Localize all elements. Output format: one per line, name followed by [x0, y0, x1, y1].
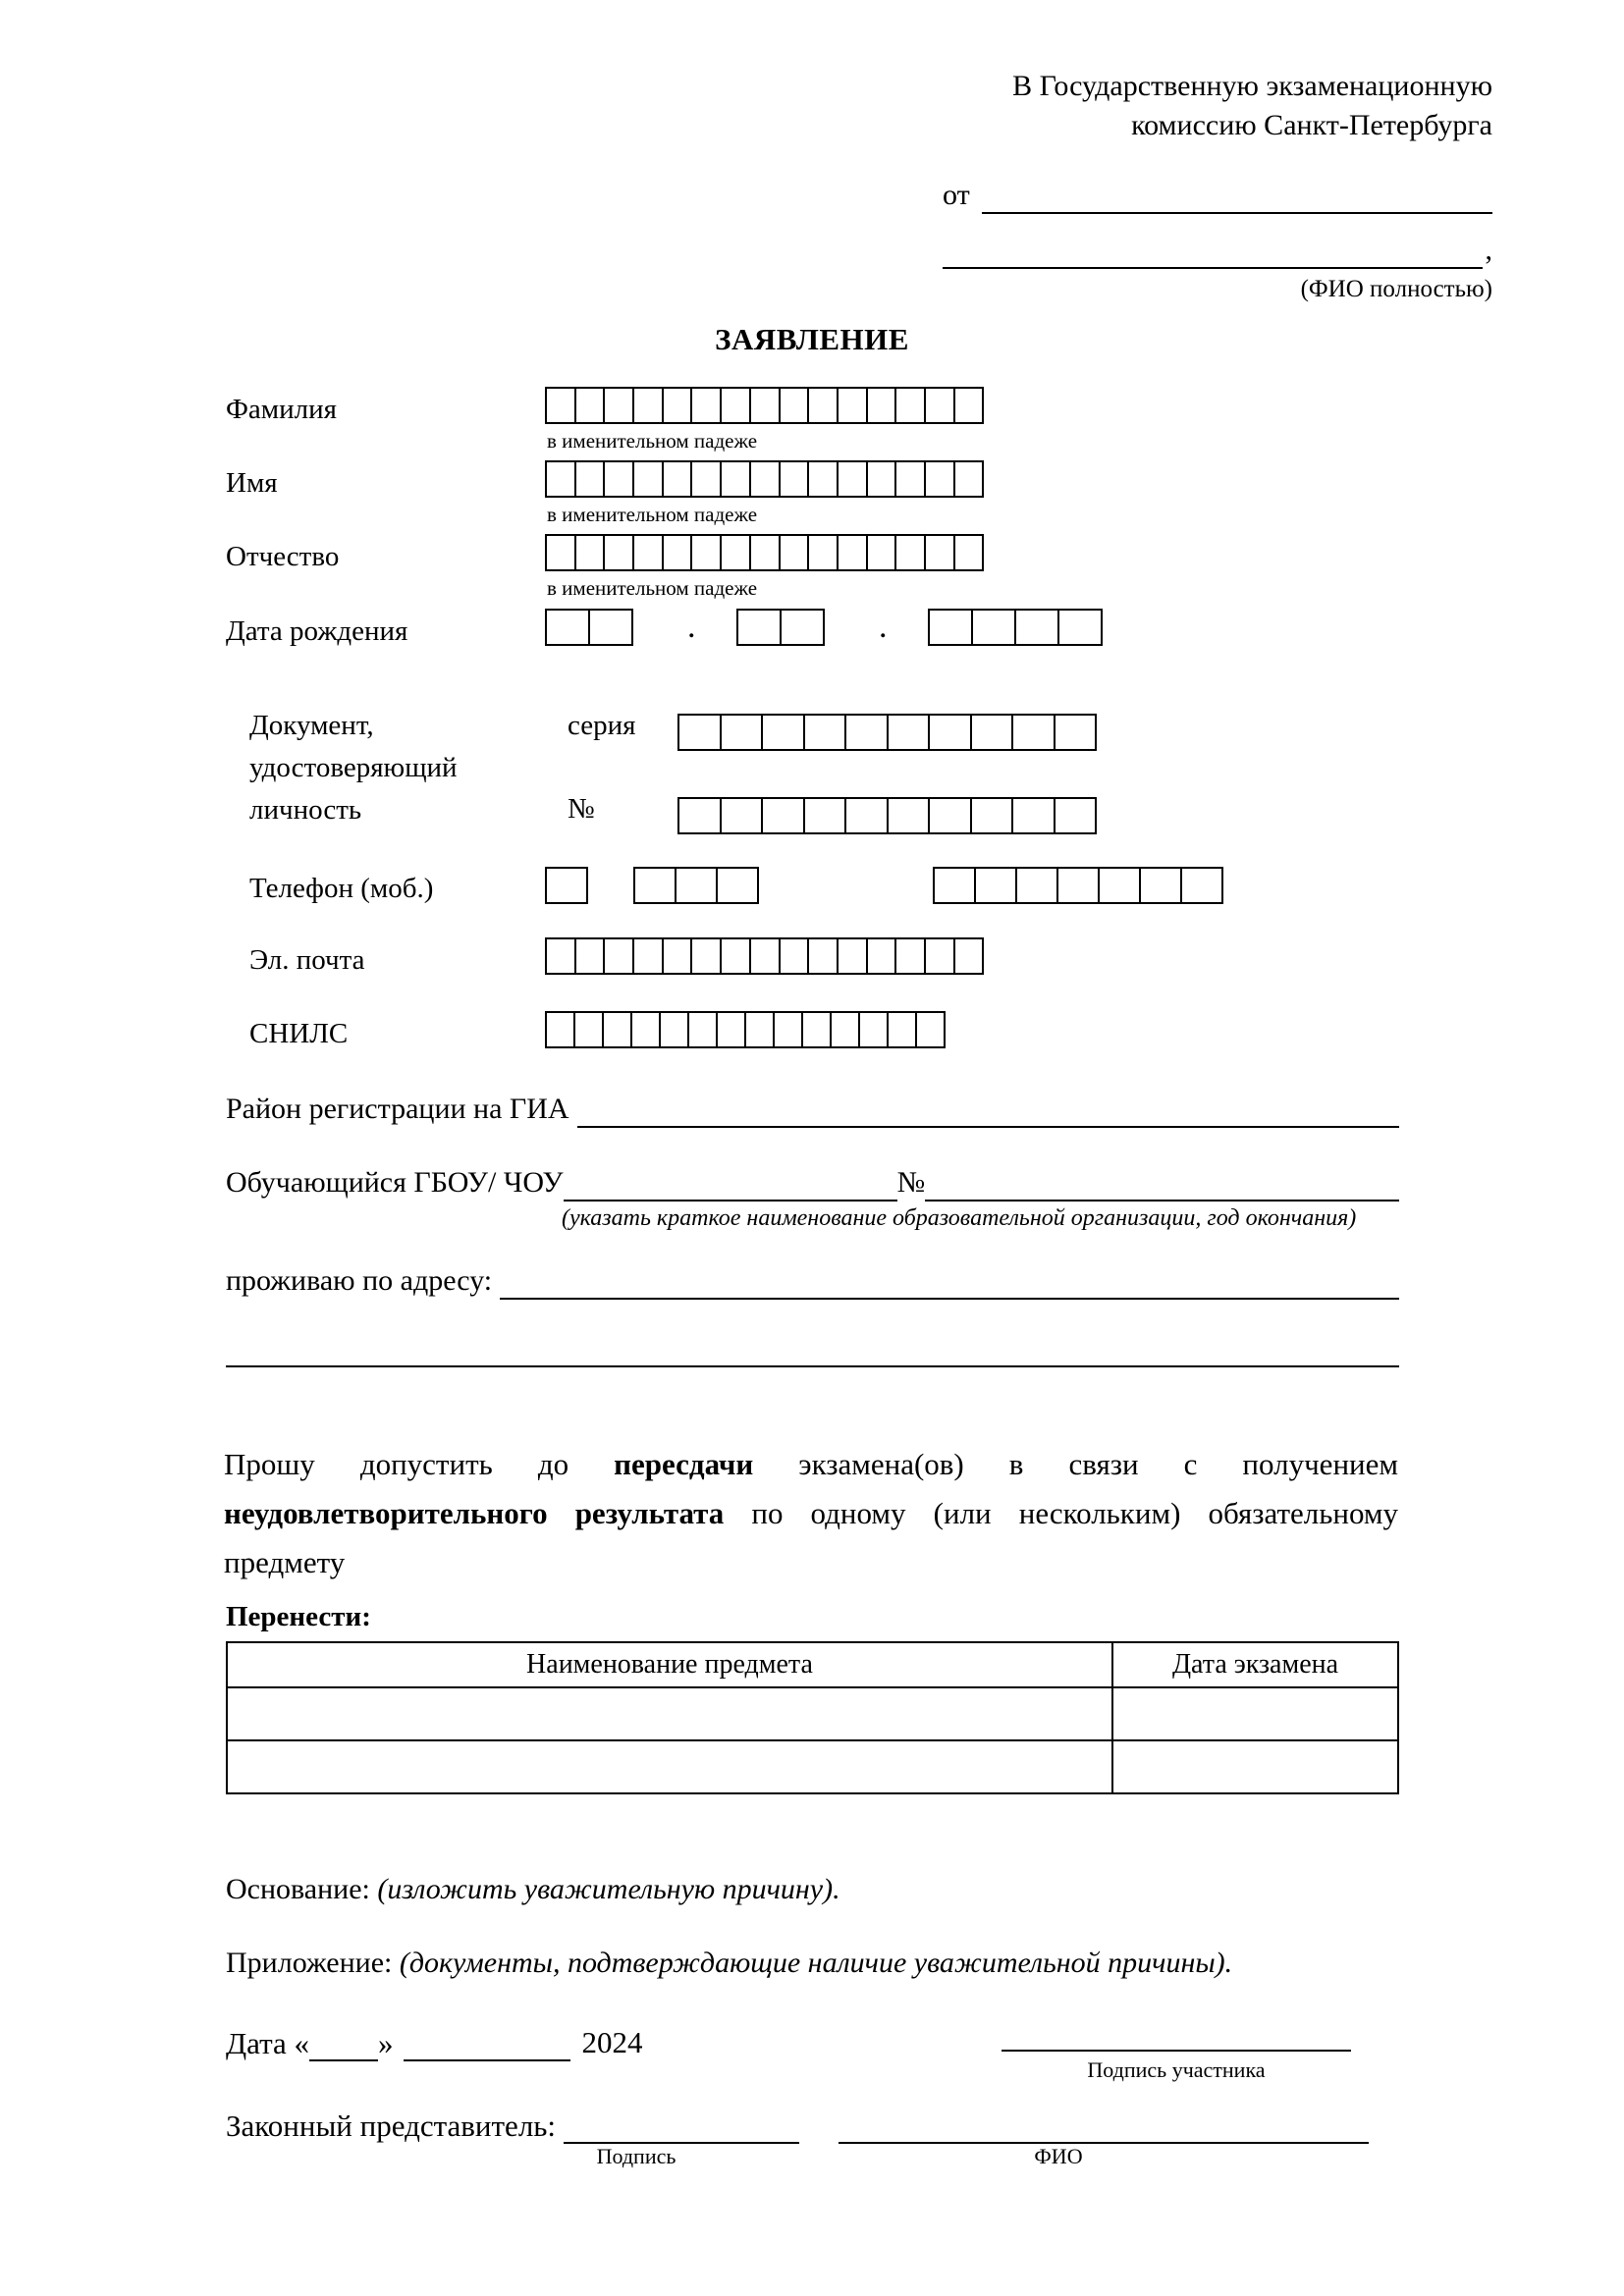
input-cell[interactable]: [574, 937, 606, 975]
input-cell[interactable]: [749, 937, 781, 975]
input-cell[interactable]: [1054, 714, 1098, 751]
district-label: Район регистрации на ГИА: [226, 1093, 569, 1125]
input-cell[interactable]: [866, 937, 897, 975]
date-separator-1: .: [687, 609, 696, 645]
input-cell[interactable]: [677, 714, 722, 751]
input-cell[interactable]: [844, 714, 889, 751]
field-label-document-3: личность: [249, 794, 362, 826]
from-name-input-line-2[interactable]: [943, 241, 1483, 269]
input-cell[interactable]: [545, 387, 576, 424]
request-part-1: Прошу допустить до: [224, 1447, 615, 1481]
school-hint: (указать краткое наименование образовательной организации, год окончания): [562, 1205, 1357, 1231]
addressee-block: [943, 67, 1492, 145]
input-cell[interactable]: [1139, 867, 1182, 904]
field-label-patronymic: Отчество: [226, 541, 340, 572]
input-cell[interactable]: [858, 1011, 889, 1048]
name-hint: в именительном падеже: [547, 503, 758, 526]
input-cell[interactable]: [807, 460, 839, 498]
input-cell[interactable]: [866, 387, 897, 424]
input-cell[interactable]: [632, 460, 664, 498]
field-label-birthdate: Дата рождения: [226, 615, 408, 647]
appendix-row: [226, 1947, 1232, 1980]
legal-representative-label: Законный представитель:: [226, 2109, 557, 2143]
move-exams-table: [226, 1641, 1399, 1794]
table-caption: Перенести:: [226, 1601, 371, 1632]
request-part-2: экзамена(ов) в связи с получением: [753, 1447, 1398, 1481]
input-cell[interactable]: [662, 937, 693, 975]
district-input-line[interactable]: [577, 1098, 1399, 1128]
from-row: [943, 179, 1492, 214]
fio-caption: ФИО: [1034, 2144, 1083, 2168]
input-cell[interactable]: [837, 937, 868, 975]
school-row: [226, 1166, 1399, 1201]
input-cell[interactable]: [1054, 797, 1098, 834]
input-cell[interactable]: [953, 460, 985, 498]
input-cell[interactable]: [915, 1011, 946, 1048]
table-header-row: [227, 1642, 1398, 1687]
input-cell[interactable]: [928, 714, 972, 751]
input-cell[interactable]: [1015, 867, 1058, 904]
patronymic-hint: в именительном падеже: [547, 576, 758, 600]
input-cell[interactable]: [866, 534, 897, 571]
input-cell[interactable]: [971, 609, 1016, 646]
field-label-document-1: Документ,: [249, 710, 374, 741]
date-row: [226, 2025, 643, 2061]
appendix-hint: (документы, подтверждающие наличие уважительной причины).: [399, 1947, 1233, 1979]
date-month-input-line[interactable]: [404, 2032, 570, 2061]
birth-year-input-boxes[interactable]: [928, 609, 1103, 646]
basis-hint: (изложить уважительную причину).: [377, 1873, 840, 1905]
input-cell[interactable]: [761, 797, 805, 834]
legal-representative-row: [226, 2109, 1369, 2144]
input-cell[interactable]: [887, 714, 931, 751]
email-input-boxes[interactable]: [545, 937, 984, 975]
surname-input-boxes[interactable]: [545, 387, 984, 424]
input-cell[interactable]: [807, 937, 839, 975]
document-number-label: №: [568, 793, 595, 825]
input-cell[interactable]: [690, 937, 722, 975]
input-cell[interactable]: [632, 937, 664, 975]
input-cell[interactable]: [1056, 867, 1100, 904]
date-quote-close: »: [378, 2026, 394, 2060]
field-label-email: Эл. почта: [249, 944, 365, 976]
date-label: Дата «: [226, 2026, 310, 2060]
addressee-line-1: В Государственную экзаменационную: [1012, 70, 1492, 102]
input-cell[interactable]: [630, 1011, 661, 1048]
patronymic-input-boxes[interactable]: [545, 534, 984, 571]
address-input-line-2[interactable]: [226, 1338, 1399, 1367]
participant-signature-line[interactable]: [1001, 2050, 1351, 2052]
school-name-input-line[interactable]: [564, 1172, 897, 1201]
snils-input-boxes[interactable]: [545, 1011, 946, 1048]
input-cell[interactable]: [603, 387, 634, 424]
signature-caption: Подпись: [596, 2144, 677, 2168]
input-cell[interactable]: [924, 460, 955, 498]
input-cell[interactable]: [894, 937, 926, 975]
input-cell[interactable]: [928, 797, 972, 834]
input-cell[interactable]: [894, 387, 926, 424]
participant-signature-caption: Подпись участника: [1087, 2057, 1266, 2082]
table-cell-subject[interactable]: [227, 1740, 1112, 1793]
input-cell[interactable]: [632, 534, 664, 571]
table-row: [227, 1740, 1398, 1793]
input-cell[interactable]: [720, 387, 751, 424]
input-cell[interactable]: [744, 1011, 775, 1048]
field-label-name: Имя: [226, 467, 278, 499]
input-cell[interactable]: [953, 387, 985, 424]
input-cell[interactable]: [779, 387, 810, 424]
input-cell[interactable]: [545, 460, 576, 498]
input-cell[interactable]: [780, 609, 825, 646]
input-cell[interactable]: [545, 609, 590, 646]
addressee-line-2: комиссию Санкт-Петербурга: [1131, 109, 1492, 142]
surname-hint: в именительном падеже: [547, 429, 758, 453]
from-name-input-line[interactable]: [982, 187, 1492, 214]
legal-representative-fio-line[interactable]: [839, 2114, 1369, 2144]
input-cell[interactable]: [603, 460, 634, 498]
input-cell[interactable]: [773, 1011, 803, 1048]
input-cell[interactable]: [662, 534, 693, 571]
input-cell[interactable]: [974, 867, 1017, 904]
input-cell[interactable]: [720, 460, 751, 498]
from-row-second: [943, 234, 1492, 269]
input-cell[interactable]: [749, 460, 781, 498]
input-cell[interactable]: [803, 797, 847, 834]
input-cell[interactable]: [779, 460, 810, 498]
document-series-input-boxes[interactable]: [677, 714, 1097, 751]
input-cell[interactable]: [887, 1011, 917, 1048]
birth-day-input-boxes[interactable]: [545, 609, 633, 646]
input-cell[interactable]: [894, 534, 926, 571]
input-cell[interactable]: [801, 1011, 832, 1048]
table-header-subject: Наименование предмета: [227, 1642, 1112, 1687]
input-cell[interactable]: [545, 937, 576, 975]
document-number-input-boxes[interactable]: [677, 797, 1097, 834]
input-cell[interactable]: [716, 1011, 746, 1048]
input-cell[interactable]: [574, 387, 606, 424]
input-cell[interactable]: [924, 534, 955, 571]
input-cell[interactable]: [866, 460, 897, 498]
basis-label: Основание:: [226, 1873, 370, 1905]
input-cell[interactable]: [602, 1011, 632, 1048]
table-cell-date[interactable]: [1112, 1687, 1398, 1740]
field-label-surname: Фамилия: [226, 394, 337, 425]
input-cell[interactable]: [574, 460, 606, 498]
input-cell[interactable]: [545, 867, 588, 904]
input-cell[interactable]: [690, 534, 722, 571]
input-cell[interactable]: [603, 937, 634, 975]
request-bold-2: неудовлетворительного результата: [224, 1496, 725, 1531]
name-input-boxes[interactable]: [545, 460, 984, 498]
input-cell[interactable]: [761, 714, 805, 751]
input-cell[interactable]: [924, 937, 955, 975]
legal-representative-signature-line[interactable]: [564, 2114, 799, 2144]
table-row: [227, 1687, 1398, 1740]
address-input-line[interactable]: [500, 1270, 1399, 1300]
request-paragraph: [224, 1440, 1398, 1588]
phone-number-input-boxes[interactable]: [933, 867, 1223, 904]
input-cell[interactable]: [837, 460, 868, 498]
input-cell[interactable]: [779, 937, 810, 975]
district-row: [226, 1093, 1399, 1128]
input-cell[interactable]: [603, 534, 634, 571]
comma-mark: ,: [1485, 234, 1492, 266]
table-header-date: Дата экзамена: [1112, 1642, 1398, 1687]
input-cell[interactable]: [970, 797, 1014, 834]
table-cell-subject[interactable]: [227, 1687, 1112, 1740]
series-label: серия: [568, 710, 636, 741]
input-cell[interactable]: [807, 387, 839, 424]
field-label-phone: Телефон (моб.): [249, 873, 434, 904]
input-cell[interactable]: [887, 797, 931, 834]
input-cell[interactable]: [970, 714, 1014, 751]
input-cell[interactable]: [574, 534, 606, 571]
input-cell[interactable]: [894, 460, 926, 498]
school-label: Обучающийся ГБОУ/ ЧОУ: [226, 1166, 564, 1199]
input-cell[interactable]: [690, 387, 722, 424]
input-cell[interactable]: [545, 1011, 575, 1048]
input-cell[interactable]: [749, 534, 781, 571]
input-cell[interactable]: [573, 1011, 604, 1048]
input-cell[interactable]: [837, 534, 868, 571]
input-cell[interactable]: [807, 534, 839, 571]
input-cell[interactable]: [632, 387, 664, 424]
basis-row: [226, 1873, 840, 1906]
input-cell[interactable]: [633, 867, 677, 904]
input-cell[interactable]: [933, 867, 976, 904]
date-year: 2024: [581, 2025, 643, 2059]
table-body: [227, 1687, 1398, 1793]
input-cell[interactable]: [924, 387, 955, 424]
input-cell[interactable]: [1014, 609, 1059, 646]
date-separator-2: .: [879, 609, 888, 645]
input-cell[interactable]: [588, 609, 633, 646]
input-cell[interactable]: [953, 937, 985, 975]
input-cell[interactable]: [928, 609, 973, 646]
input-cell[interactable]: [749, 387, 781, 424]
input-cell[interactable]: [953, 534, 985, 571]
input-cell[interactable]: [779, 534, 810, 571]
input-cell[interactable]: [720, 534, 751, 571]
input-cell[interactable]: [1098, 867, 1141, 904]
input-cell[interactable]: [844, 797, 889, 834]
fio-hint: (ФИО полностью): [1300, 276, 1492, 302]
address-label: проживаю по адресу:: [226, 1264, 493, 1297]
phone-prefix-input-box[interactable]: [545, 867, 588, 904]
school-number-input-line[interactable]: [925, 1172, 1399, 1201]
input-cell[interactable]: [720, 714, 764, 751]
input-cell[interactable]: [690, 460, 722, 498]
input-cell[interactable]: [545, 534, 576, 571]
input-cell[interactable]: [1011, 797, 1056, 834]
birth-month-input-boxes[interactable]: [736, 609, 825, 646]
date-day-input-line[interactable]: [309, 2032, 378, 2061]
from-label: от: [943, 179, 970, 211]
input-cell[interactable]: [675, 867, 718, 904]
input-cell[interactable]: [803, 714, 847, 751]
request-part-3: по одному (или нескольким) обязательному предмету: [224, 1496, 1398, 1580]
input-cell[interactable]: [720, 937, 751, 975]
input-cell[interactable]: [687, 1011, 718, 1048]
input-cell[interactable]: [716, 867, 759, 904]
address-row-second: [226, 1338, 1399, 1367]
input-cell[interactable]: [1057, 609, 1103, 646]
address-row: [226, 1264, 1399, 1300]
input-cell[interactable]: [677, 797, 722, 834]
input-cell[interactable]: [659, 1011, 689, 1048]
input-cell[interactable]: [1011, 714, 1056, 751]
field-label-snils: СНИЛС: [249, 1018, 349, 1049]
school-number-label: №: [896, 1166, 926, 1199]
input-cell[interactable]: [662, 387, 693, 424]
phone-code-input-boxes[interactable]: [633, 867, 759, 904]
input-cell[interactable]: [837, 387, 868, 424]
input-cell[interactable]: [830, 1011, 860, 1048]
appendix-label: Приложение:: [226, 1947, 393, 1979]
page-title: ЗАЯВЛЕНИЕ: [715, 322, 909, 356]
request-bold-1: пересдачи: [614, 1447, 754, 1481]
field-label-document-2: удостоверяющий: [249, 752, 458, 783]
table-cell-date[interactable]: [1112, 1740, 1398, 1793]
input-cell[interactable]: [662, 460, 693, 498]
input-cell[interactable]: [1180, 867, 1223, 904]
input-cell[interactable]: [720, 797, 764, 834]
input-cell[interactable]: [736, 609, 782, 646]
